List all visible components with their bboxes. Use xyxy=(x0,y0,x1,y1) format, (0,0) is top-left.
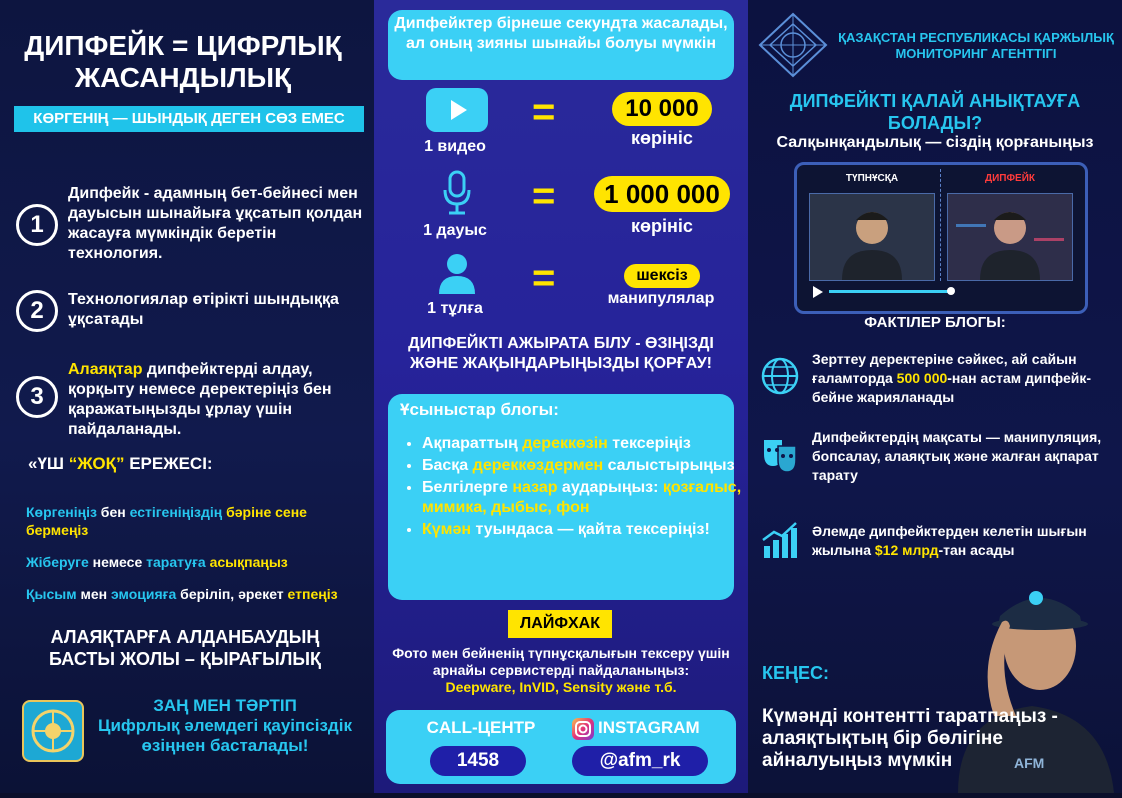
rule3-a: Қысым xyxy=(26,586,77,602)
middle-column xyxy=(374,0,748,793)
point-text-3-body: дипфейктерді алдау, қорқыту немесе деректеріңіз бен қаражатыңызды ұрлау үшін пайдаланады. xyxy=(68,361,332,438)
point-text-3 xyxy=(68,360,364,440)
progress-handle[interactable] xyxy=(947,287,955,295)
instagram-label: INSTAGRAM xyxy=(598,718,700,737)
rule2-c: таратуға xyxy=(146,554,206,570)
rule2-b: немесе xyxy=(88,554,147,570)
row-label-voice: 1 дауыс xyxy=(423,222,487,239)
video-progress-bar[interactable] xyxy=(829,290,949,293)
call-center-label: CALL-ЦЕНТР xyxy=(426,718,536,737)
right-column xyxy=(748,0,1122,793)
person-icon xyxy=(436,252,478,296)
deepfake-label: ДИПФЕЙК xyxy=(985,173,1035,184)
instagram-icon xyxy=(572,718,594,740)
rec1-b: дереккөзін xyxy=(522,435,608,452)
list-item xyxy=(422,434,752,454)
rule2-a: Жіберуге xyxy=(26,554,89,570)
rules-heading-no: “ЖОҚ” xyxy=(68,454,125,473)
fact3-b: $12 млрд xyxy=(874,542,939,558)
list-item xyxy=(422,478,752,518)
fact-3 xyxy=(812,522,1112,560)
list-item xyxy=(422,456,752,476)
rule1-c: естігеніңіздің xyxy=(129,504,223,520)
rule3-d: беріліп, әрекет xyxy=(176,586,288,602)
call-center-number[interactable]: 1458 xyxy=(430,746,526,776)
rule1-d: бәріне сене бермеңіз xyxy=(26,504,307,538)
kazakhstan-emblem-icon xyxy=(22,700,84,762)
person-manipulations-value: шексіз xyxy=(624,264,700,288)
advice-text: Күмәнді контентті таратпаңыз - алаяқтықтың бір бөлігіне айналуыңыз мүмкін xyxy=(762,706,1058,771)
law-and-order xyxy=(80,696,370,756)
rec3-a: Белгілерге xyxy=(422,479,513,496)
person-manipulations-unit: манипулялар xyxy=(607,290,715,307)
rec3-c: аударыңыз: xyxy=(557,479,663,496)
instagram-handle[interactable]: @afm_rk xyxy=(572,746,708,776)
scammers-highlight: Алаяқтар xyxy=(68,361,143,378)
equals-sign-3: = xyxy=(532,256,556,300)
voice-views-unit: көрініс xyxy=(631,216,693,236)
microphone-icon xyxy=(440,170,474,216)
vigilance-slogan: АЛАЯҚТАРҒА АЛДАНБАУДЫҢ БАСТЫ ЖОЛЫ – ҚЫРАҒЫЛЫҚ xyxy=(49,627,321,669)
rec4-b: Күмән xyxy=(422,521,472,538)
equals-sign-2: = xyxy=(532,174,556,218)
row-label-person: 1 тұлға xyxy=(427,300,483,317)
law-title: ЗАҢ МЕН ТӘРТІП xyxy=(153,696,297,715)
agency-logo-icon xyxy=(756,10,830,80)
advice-heading: КЕҢЕС: xyxy=(762,663,829,683)
rule3-b: мен xyxy=(76,586,111,602)
globe-icon xyxy=(760,356,800,396)
fact3-a: Әлемде дипфейктерден келетін шығын жылына xyxy=(812,523,1087,558)
fact1-c: -нан астам дипфейк-бейне жарияланады xyxy=(812,370,1092,405)
afm-logo-text: AFM xyxy=(1014,755,1045,771)
divider xyxy=(940,169,941,281)
three-no-rules-heading xyxy=(28,454,213,474)
rule3-c: эмоцияға xyxy=(111,586,177,602)
rule-1 xyxy=(26,503,356,539)
deepfake-face-image xyxy=(947,193,1073,281)
rule-3 xyxy=(26,585,356,603)
left-column xyxy=(0,0,374,793)
rule1-a: Көргеніңіз xyxy=(26,504,97,520)
recommendations-list xyxy=(400,434,752,542)
fact-2: Дипфейктердің мақсаты — манипуляция, бопсалау, алаяқтық және жалған ақпарат тарату xyxy=(812,429,1102,483)
fact3-c: -тан асады xyxy=(938,542,1015,558)
video-views-unit: көрініс xyxy=(631,128,693,148)
growth-chart-icon xyxy=(760,520,800,560)
rules-heading-c: ЕРЕЖЕСІ: xyxy=(124,454,213,473)
how-to-detect-heading: ДИПФЕЙКТІ ҚАЛАЙ АНЫҚТАУҒА БОЛАДЫ? xyxy=(789,91,1081,133)
calmness-text: Салқынқандылық — сіздің қорғаныңыз xyxy=(776,134,1094,151)
recommendations-heading: Ұсыныстар блогы: xyxy=(400,400,559,419)
original-label: ТҮПНҰСҚА xyxy=(845,173,899,184)
video-views-value: 10 000 xyxy=(612,92,712,126)
theater-masks-icon xyxy=(760,434,800,474)
list-item xyxy=(422,520,752,540)
row-label-video: 1 видео xyxy=(424,138,486,155)
rec4-c: туындаса — қайта тексеріңіз! xyxy=(471,521,710,538)
equals-sign-1: = xyxy=(532,90,556,134)
rules-heading-a: «ҮШ xyxy=(28,454,69,473)
rule1-b: бен xyxy=(96,504,130,520)
fact1-b: 500 000 xyxy=(896,370,948,386)
rec3-d: қозғалыс, мимика, дыбыс, фон xyxy=(422,479,742,516)
rec2-a: Басқа xyxy=(422,457,473,474)
rec1-a: Ақпараттың xyxy=(422,435,523,452)
original-face-image xyxy=(809,193,935,281)
subtitle-banner: КӨРГЕНІҢ — ШЫНДЫҚ ДЕГЕН СӨЗ ЕМЕС xyxy=(14,106,364,132)
point-number-1: 1 xyxy=(16,204,58,246)
agency-name: ҚАЗАҚСТАН РЕСПУБЛИКАСЫ ҚАРЖЫЛЫҚ МОНИТОРИНГ АГЕНТТІГІ xyxy=(838,30,1114,61)
voice-views-value: 1 000 000 xyxy=(594,176,730,212)
lifehack-text xyxy=(380,645,742,696)
play-icon[interactable] xyxy=(813,285,823,297)
point-number-3: 3 xyxy=(16,376,58,418)
point-text-2: Технологиялар өтірікті шындыққа ұқсатады xyxy=(68,291,339,328)
facts-heading: ФАКТІЛЕР БЛОГЫ: xyxy=(864,314,1006,331)
main-title: ДИПФЕЙК = ЦИФРЛЫҚ ЖАСАНДЫЛЫҚ xyxy=(24,30,342,93)
contact-block xyxy=(386,710,736,784)
rec2-c: салыстырыңыз xyxy=(603,457,735,474)
video-play-icon xyxy=(426,88,488,132)
rule-2 xyxy=(26,553,356,571)
rule3-e: етпеңіз xyxy=(287,586,338,602)
point-number-2: 2 xyxy=(16,290,58,332)
lifehack-badge: ЛАЙФХАК xyxy=(508,610,612,638)
rec2-b: дереккөздермен xyxy=(472,457,604,474)
rule2-d: асықпаңыз xyxy=(205,554,288,570)
fact1-a: Зерттеу деректеріне сәйкес, ай сайын ғаламторда xyxy=(812,351,1077,386)
fact-1 xyxy=(812,350,1112,407)
point-text-1: Дипфейк - адамның бет-бейнесі мен дауысын шынайыға ұқсатып қолдан жасауға мүмкіндік беретін технология. xyxy=(68,185,363,262)
deepfake-speed-banner: Дипфейктер бірнеше секундта жасалады, ал оның зияны шынайы болуы мүмкін xyxy=(388,10,734,80)
lifehack-description: Фото мен бейненің түпнұсқалығын тексеру үшін арнайы сервистерді пайдаланыңыз: xyxy=(392,645,730,678)
recommendations-block xyxy=(388,394,742,600)
protect-yourself-text: ДИПФЕЙКТІ АЖЫРАТА БІЛУ - ӨЗІҢІЗДІ ЖӘНЕ ЖАҚЫНДАРЫҢЫЗДЫ ҚОРҒАУ! xyxy=(408,335,714,372)
rec3-b: назар xyxy=(512,479,558,496)
law-text: Цифрлық әлемдегі қауіпсіздік өзіңнен басталады! xyxy=(98,716,352,755)
rec1-c: тексеріңіз xyxy=(607,435,691,452)
video-comparison-panel xyxy=(794,162,1088,314)
lifehack-services: Deepware, InVID, Sensity және т.б. xyxy=(445,679,677,695)
